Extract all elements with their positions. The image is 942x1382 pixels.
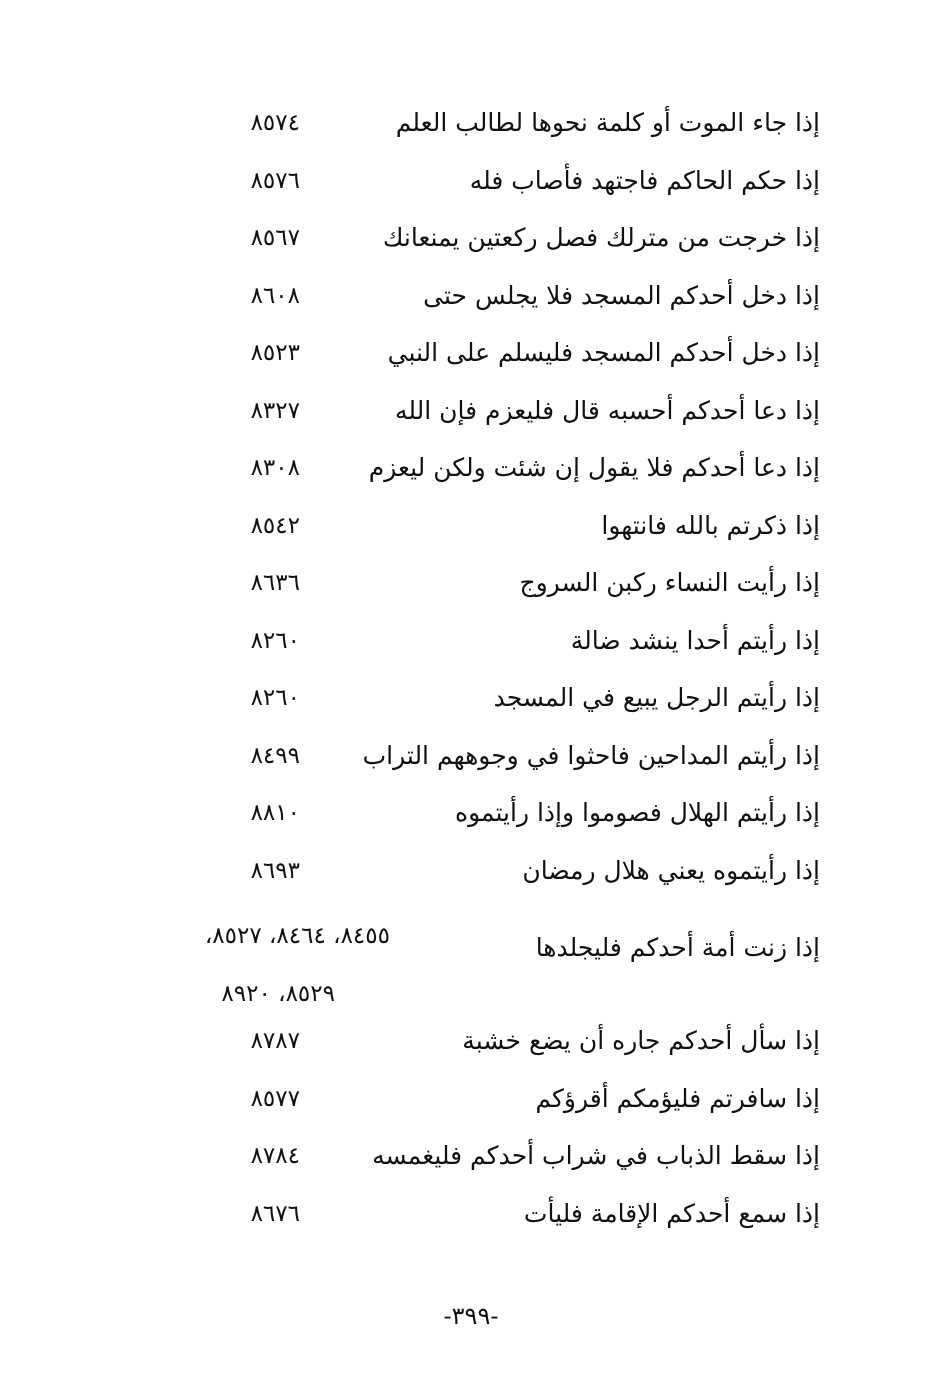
entry-text: إذا دعا أحدكم فلا يقول إن شئت ولكن ليعزم <box>368 453 820 482</box>
index-entry <box>0 215 942 273</box>
index-entry <box>0 1191 942 1249</box>
index-entry <box>0 618 942 676</box>
entry-text: إذا سافرتم فليؤمكم أقرؤكم <box>535 1083 820 1113</box>
entry-text: إذا سمع أحدكم الإقامة فليأت <box>523 1198 820 1228</box>
entry-text: إذا رأيتم أحدا ينشد ضالة <box>570 625 820 655</box>
index-entry <box>0 560 942 618</box>
index-entry <box>0 1018 942 1076</box>
entry-refs: ٨٥٧٧ <box>250 1085 300 1112</box>
entry-refs <box>120 907 390 1023</box>
entry-refs: ٨٢٦٠ <box>250 685 300 711</box>
entry-refs: ٨٥٧٤ <box>250 110 300 136</box>
entry-refs: ٨٥٤٢ <box>250 512 300 539</box>
entry-text: إذا دعا أحدكم أحسبه قال فليعزم فإن الله <box>394 395 820 425</box>
index-entry <box>0 1076 942 1134</box>
page-number: -٣٩٩- <box>443 1302 499 1330</box>
entry-text: إذا حكم الحاكم فاجتهد فأصاب فله <box>469 165 820 195</box>
index-entry <box>0 100 942 158</box>
entry-text: إذا سأل أحدكم جاره أن يضع خشبة <box>462 1026 820 1055</box>
entry-refs: ٨٦٠٨ <box>250 282 300 309</box>
index-entry <box>0 273 942 331</box>
entry-text: إذا رأيتموه يعني هلال رمضان <box>522 855 820 885</box>
entry-text: إذا دخل أحدكم المسجد فلا يجلس حتى <box>423 280 820 310</box>
entry-refs: ٨٧٨٤ <box>250 1143 300 1169</box>
index-entry <box>0 1133 942 1191</box>
index-entry <box>0 905 942 1018</box>
entry-refs: ٨٤٩٩ <box>250 742 300 769</box>
index-entry <box>0 733 942 791</box>
entry-refs: ٨٢٦٠ <box>250 627 300 654</box>
entry-text: إذا زنت أمة أحدكم فليجلدها <box>535 933 820 962</box>
entry-text: إذا دخل أحدكم المسجد فليسلم على النبي <box>387 338 820 367</box>
index-entry <box>0 675 942 733</box>
entry-refs-line: ٨٥٢٩، ٨٩٢٠ <box>221 981 335 1007</box>
index-entry <box>0 848 942 906</box>
entry-refs: ٨٥٦٧ <box>250 225 300 251</box>
entry-refs-line: ٨٤٥٥، ٨٤٦٤، ٨٥٢٧، <box>204 923 390 949</box>
index-entry <box>0 158 942 216</box>
index-entry <box>0 503 942 561</box>
entry-text: إذا خرجت من مترلك فصل ركعتين يمنعانك <box>382 223 820 252</box>
index-entries <box>0 100 942 1248</box>
entry-text: إذا رأيت النساء ركبن السروج <box>519 568 820 597</box>
entry-refs: ٨٧٨٧ <box>250 1028 300 1054</box>
entry-refs: ٨٣٠٨ <box>250 455 300 481</box>
entry-text: إذا رأيتم المداحين فاحثوا في وجوههم التراب <box>362 740 820 770</box>
entry-text: إذا رأيتم الهلال فصوموا وإذا رأيتموه <box>455 798 820 827</box>
entry-text: إذا جاء الموت أو كلمة نحوها لطالب العلم <box>395 108 820 137</box>
index-entry <box>0 330 942 388</box>
entry-refs: ٨٦٣٦ <box>250 570 300 596</box>
index-entry <box>0 445 942 503</box>
entry-text: إذا رأيتم الرجل يبيع في المسجد <box>493 683 820 712</box>
entry-refs: ٨٦٩٣ <box>250 857 300 884</box>
entry-refs: ٨٦٧٦ <box>250 1200 300 1227</box>
index-entry <box>0 790 942 848</box>
entry-refs: ٨٥٧٦ <box>250 167 300 194</box>
entry-refs: ٨٣٢٧ <box>250 397 300 424</box>
entry-text: إذا ذكرتم بالله فانتهوا <box>601 510 820 540</box>
index-entry <box>0 388 942 446</box>
entry-text: إذا سقط الذباب في شراب أحدكم فليغمسه <box>372 1141 820 1170</box>
entry-refs: ٨٥٢٣ <box>250 340 300 366</box>
entry-refs: ٨٨١٠ <box>250 800 300 826</box>
